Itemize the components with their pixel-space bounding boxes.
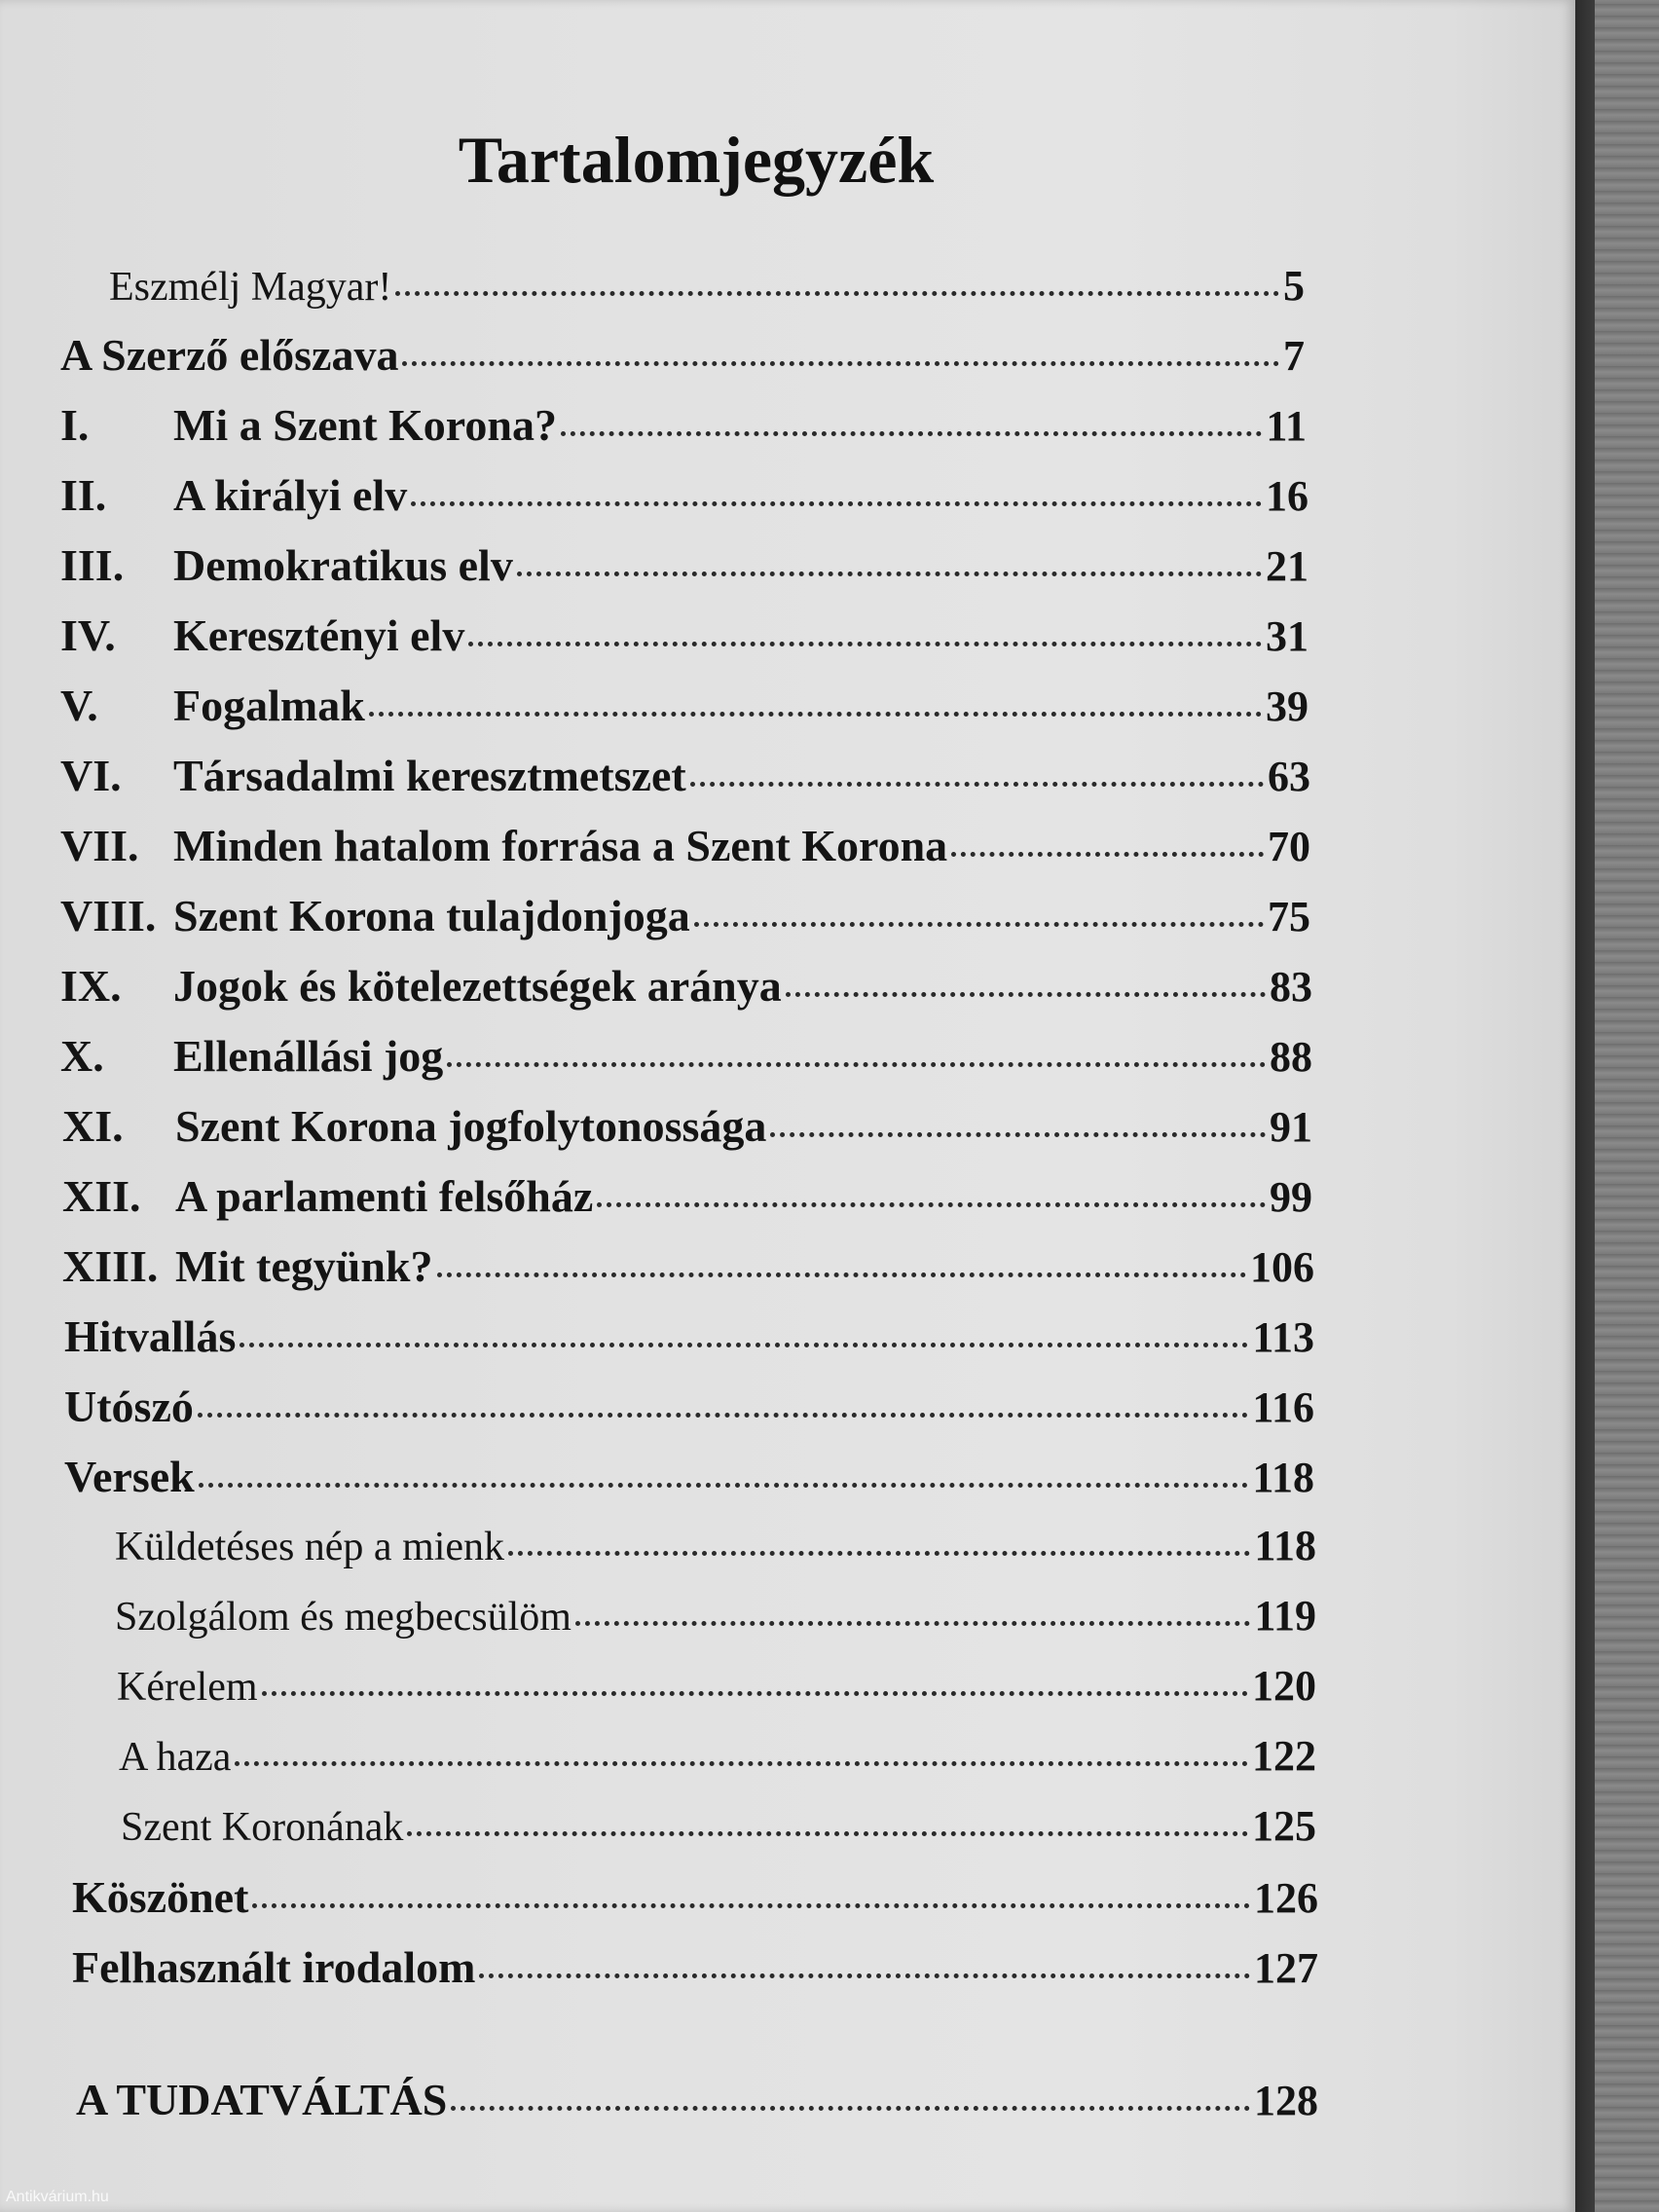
- toc-entry-label: Jogok és kötelezettségek aránya: [173, 961, 782, 1011]
- toc-chapter-number: V.: [60, 681, 98, 730]
- toc-entry-label: Eszmélj Magyar!: [109, 265, 392, 310]
- toc-entry: [60, 890, 1310, 941]
- toc-entry-label: Versek: [64, 1452, 195, 1501]
- toc-chapter-number: XIII.: [62, 1241, 159, 1291]
- toc-leader-dots: [479, 1973, 1250, 1978]
- toc-leader-dots: [437, 1272, 1247, 1277]
- toc-entry-page: 126: [1254, 1874, 1318, 1922]
- toc-entry-label: Minden hatalom forrása a Szent Korona: [173, 821, 948, 870]
- toc-entry-label: Társadalmi keresztmetszet: [173, 751, 686, 800]
- toc-entry: [72, 1871, 1318, 1923]
- toc-chapter-number: XI.: [62, 1101, 124, 1151]
- toc-leader-dots: [411, 501, 1262, 506]
- toc-entry-page: 113: [1252, 1313, 1314, 1361]
- toc-entry-page: 5: [1283, 262, 1305, 310]
- toc-leader-dots: [517, 571, 1262, 576]
- toc-chapter-number: VI.: [60, 751, 122, 800]
- toc-entry-page: 99: [1270, 1173, 1312, 1221]
- toc-leader-dots: [235, 1761, 1248, 1766]
- toc-entry: [62, 1170, 1312, 1222]
- toc-entry-page: 128: [1254, 2077, 1318, 2124]
- toc-chapter-number: II.: [60, 470, 107, 520]
- toc-leader-dots: [468, 642, 1262, 646]
- toc-entry-label: Köszönet: [72, 1872, 249, 1922]
- toc-entry: [64, 1310, 1314, 1362]
- toc-entry-label: Szent Korona tulajdonjoga: [173, 891, 690, 940]
- toc-entry-page: 75: [1268, 893, 1310, 940]
- toc-entry-page: 127: [1254, 1944, 1318, 1992]
- toc-chapter-number: I.: [60, 400, 90, 450]
- toc-leader-dots: [402, 361, 1279, 366]
- toc-leader-dots: [561, 431, 1262, 436]
- toc-leader-dots: [199, 1483, 1249, 1488]
- toc-entry-page: 120: [1252, 1662, 1316, 1710]
- toc-entry: [60, 469, 1309, 521]
- toc-entry-label: Ellenállási jog: [173, 1031, 444, 1081]
- toc-chapter-number: VIII.: [60, 891, 157, 940]
- toc-entry-page: 31: [1266, 612, 1309, 660]
- toc-entry: [60, 680, 1309, 731]
- toc-entry-page: 83: [1270, 963, 1312, 1011]
- toc-leader-dots: [690, 782, 1264, 787]
- toc-leader-dots: [369, 712, 1262, 717]
- toc-entry-page: 16: [1266, 472, 1309, 520]
- toc-entry: [115, 1591, 1316, 1641]
- toc-leader-dots: [770, 1132, 1266, 1137]
- toc-entry: [64, 1381, 1314, 1432]
- toc-chapter-number: IX.: [60, 961, 122, 1011]
- toc-leader-dots: [451, 2106, 1250, 2111]
- toc-entry: [60, 1030, 1312, 1082]
- toc-entry-label: Demokratikus elv: [173, 540, 513, 590]
- watermark-text: Antikvárium.hu: [6, 2189, 109, 2205]
- toc-entry: [60, 750, 1310, 801]
- toc-entry-label: Szent Korona jogfolytonossága: [175, 1101, 767, 1151]
- toc-entry-page: 118: [1252, 1454, 1314, 1501]
- toc-entry: [62, 1240, 1314, 1292]
- toc-entry-page: 116: [1252, 1383, 1314, 1431]
- toc-entry-label: A Szerző előszava: [60, 330, 399, 380]
- toc-entry: [60, 820, 1310, 871]
- toc-entry: [60, 960, 1312, 1012]
- toc-entry-label: Szent Koronának: [121, 1805, 404, 1850]
- toc-leader-dots: [694, 922, 1264, 927]
- toc-entry: [62, 1100, 1312, 1152]
- toc-entry-label: Fogalmak: [173, 681, 365, 730]
- toc-leader-dots: [951, 852, 1264, 857]
- toc-entry-label: Keresztényi elv: [173, 610, 465, 660]
- toc-chapter-number: VII.: [60, 821, 139, 870]
- toc-entry-label: Felhasznált irodalom: [72, 1942, 476, 1992]
- toc-entry-page: 119: [1254, 1592, 1316, 1640]
- toc-entry: [121, 1801, 1316, 1851]
- toc-leader-dots: [395, 291, 1279, 296]
- toc-entry-label: Mi a Szent Korona?: [173, 400, 557, 450]
- toc-entry: [60, 399, 1307, 451]
- toc-leader-dots: [240, 1343, 1248, 1347]
- toc-entry-page: 70: [1268, 823, 1310, 870]
- toc-chapter-number: X.: [60, 1031, 104, 1081]
- toc-chapter-number: III.: [60, 540, 125, 590]
- toc-leader-dots: [198, 1413, 1249, 1418]
- toc-entry: [60, 609, 1309, 661]
- toc-entry: [117, 1661, 1316, 1711]
- toc-entry: [64, 1451, 1314, 1502]
- toc-entry: [109, 261, 1305, 311]
- toc-leader-dots: [262, 1691, 1248, 1696]
- toc-chapter-number: XII.: [62, 1171, 141, 1221]
- toc-leader-dots: [575, 1621, 1251, 1626]
- toc-entry-label: A haza: [119, 1735, 232, 1780]
- toc-entry-label: Utószó: [64, 1382, 194, 1431]
- toc-entry-page: 11: [1266, 402, 1307, 450]
- toc-entry-page: 122: [1252, 1732, 1316, 1780]
- toc-leader-dots: [597, 1202, 1266, 1207]
- toc-entry-page: 88: [1270, 1033, 1312, 1081]
- toc-entry: [115, 1521, 1316, 1570]
- toc-entry-page: 91: [1270, 1103, 1312, 1151]
- toc-entry-label: A parlamenti felsőház: [175, 1171, 594, 1221]
- toc-leader-dots: [252, 1903, 1250, 1908]
- toc-entry-page: 63: [1268, 753, 1310, 800]
- toc-entry-label: A TUDATVÁLTÁS: [76, 2075, 448, 2124]
- toc-entry-page: 118: [1254, 1522, 1316, 1569]
- toc-entry-page: 39: [1266, 682, 1309, 730]
- toc-entry-label: Kérelem: [117, 1665, 258, 1710]
- toc-entry: [60, 329, 1305, 381]
- toc-entry-label: Mit tegyünk?: [175, 1241, 433, 1291]
- toc-entry-label: A királyi elv: [173, 470, 408, 520]
- toc-entry: [76, 2074, 1318, 2125]
- toc-leader-dots: [508, 1551, 1250, 1556]
- toc-chapter-number: IV.: [60, 610, 116, 660]
- toc-leader-dots: [447, 1062, 1266, 1067]
- toc-entry-page: 7: [1283, 332, 1305, 380]
- toc-entry: [60, 539, 1309, 591]
- toc-entry-page: 106: [1250, 1243, 1314, 1291]
- toc-entry: [72, 1941, 1318, 1993]
- toc-leader-dots: [786, 992, 1266, 997]
- toc-leader-dots: [407, 1831, 1248, 1836]
- toc-entry-label: Szolgálom és megbecsülöm: [115, 1595, 571, 1640]
- toc-entry-page: 125: [1252, 1802, 1316, 1850]
- toc-entry-page: 21: [1266, 542, 1309, 590]
- toc-entry-label: Küldetéses nép a mienk: [115, 1525, 505, 1569]
- toc-entry-label: Hitvallás: [64, 1311, 237, 1361]
- toc-entry: [119, 1731, 1316, 1781]
- page-title: Tartalomjegyzék: [458, 123, 935, 197]
